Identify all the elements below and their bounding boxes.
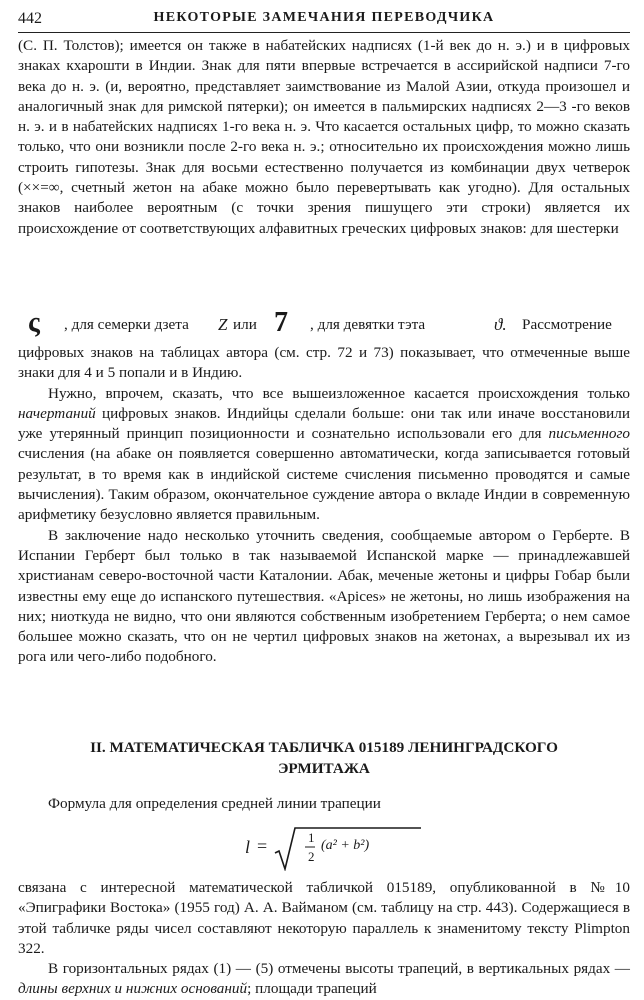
para6-before: В горизонтальных рядах (1) — (5) отмечены высоты трапеций, в вертикальных рядах — <box>48 960 630 978</box>
para2-middle: цифровых знаков. Индийцы сделали больше: они так или иначе восстановили уже утерянный принцип позиционности и сознательно использовали его для <box>18 404 630 443</box>
formula-equals: = <box>257 836 268 856</box>
body-block-4 <box>18 878 630 1000</box>
theta-glyph: ϑ. <box>494 315 507 334</box>
formula-lhs: l <box>245 837 251 857</box>
page-header <box>18 10 630 32</box>
trapezoid-midline-formula <box>245 825 425 871</box>
paragraph-rows-description <box>18 959 630 1000</box>
page-number: 442 <box>18 10 42 27</box>
glyph-line-text-or: или <box>233 316 257 333</box>
paragraph-origin-of-signs: (С. П. Толстов); имеется он также в набатейских надписях (1-й век до н. э.) и в цифровых знаках кхарошти в Индии. Знак для пяти впервые встречается в ассирийской надписи 7-го века до н. э. (и, вероятно, представляет заимствование из Малой Азии, откуда произошел и аналогичный знак для римской пятерки); он имеется в пальмирских надписях 2—3 -го веков н. э. и в набатейских надписях 1-го века н. э. Что касается остальных цифр, то можно сказать только, что они возникли после 2-го века н. э.; относительно их происхождения можно лишь строить гипотезы. Знак для восьми естественно получается из комбинации двух четверок (××=∞, счетный жетон на абаке можно было перевертывать как угодно). Для остальных знаков наиболее вероятным (с точки зрения пишущего эти строки) является их происхождение от соответствующих алфавитных греческих цифровых знаков: для шестерки <box>18 37 630 237</box>
greek-stigma-glyph: ς <box>28 307 40 338</box>
para2-after: счисления (на абаке он появляется совершенно автоматически, когда записывается готовый результат, в то время как в индийской системе счисления письменно проводятся и самые вычисления). Таким образом, окончательное суждение автора о вкладе Индии в современную арифметику безусловно является правильным. <box>18 445 630 524</box>
running-title: НЕКОТОРЫЕ ЗАМЕЧАНИЯ ПЕРЕВОДЧИКА <box>153 10 495 25</box>
section-heading-line-1: II. МАТЕМАТИЧЕСКАЯ ТАБЛИЧКА 015189 ЛЕНИНГРАДСКОГО <box>90 739 558 756</box>
glyph-line-text-seven: , для семерки дзета <box>64 316 189 333</box>
paragraph-gerbert: В заключение надо несколько уточнить сведения, сообщаемые автором о Герберте. В Испании Герберт был только в так называемой Испанской марке — принадлежавшей христианам северо-восточной части Каталонии. Абак, меченые жетоны и цифры Гобар были известны ему еще до испанского путешествия. «Apices» не жетоны, но лишь изображения на них; ниоткуда не видно, что они являются собственным изобретением Герберта; о нем самое большее можно сказать, что он не чертил цифровых знаков на жетонах, а вырезывал их из рога или чего-либо подобного. <box>18 526 630 666</box>
para6-after: ; площади трапеций <box>247 980 377 998</box>
body-block-1 <box>18 36 630 239</box>
paragraph-tablet-reference: связана с интересной математической табличкой 015189, опубликованной в №10 «Эпиграфики Востока» (1955 год) А. А. Вайманом (см. таблицу на стр. 443). Содержащиеся в этой табличке ряды чисел составляют некоторую параллель к знаменитому тексту Plimpton 322. <box>18 879 630 957</box>
paragraph-tables-note: цифровых знаков на таблицах автора (см. стр. 72 и 73) показывает, что отмеченные выше знаки для 4 и 5 попали и в Индию. <box>18 344 630 382</box>
formula-rest: (a² + b²) <box>321 838 370 853</box>
indian-seven-glyph: 7 <box>274 307 288 338</box>
para2-emphasis-2: письменного <box>548 425 630 443</box>
glyph-line <box>18 307 630 340</box>
header-rule <box>18 32 630 33</box>
body-block-3 <box>18 794 630 814</box>
para6-emphasis: длины верхних и нижних оснований <box>18 980 248 998</box>
paragraph-formula-intro: Формула для определения средней линии трапеции <box>48 795 381 812</box>
para2-emphasis-1: начертаний <box>18 404 96 422</box>
glyph-line-text-after: Рассмотрение <box>522 316 612 333</box>
formula-numerator: 1 <box>308 830 315 845</box>
section-heading <box>18 737 630 779</box>
zeta-glyph: Z <box>218 315 228 334</box>
formula-denominator: 2 <box>308 849 315 864</box>
para2-before: Нужно, впрочем, сказать, что все вышеизложенное касается происхождения только <box>48 384 630 402</box>
section-heading-line-2: ЭРМИТАЖА <box>278 760 370 777</box>
body-block-2 <box>18 343 630 668</box>
glyph-line-text-nine: , для девятки тэта <box>310 316 426 333</box>
paragraph-indian-contribution <box>18 384 630 526</box>
